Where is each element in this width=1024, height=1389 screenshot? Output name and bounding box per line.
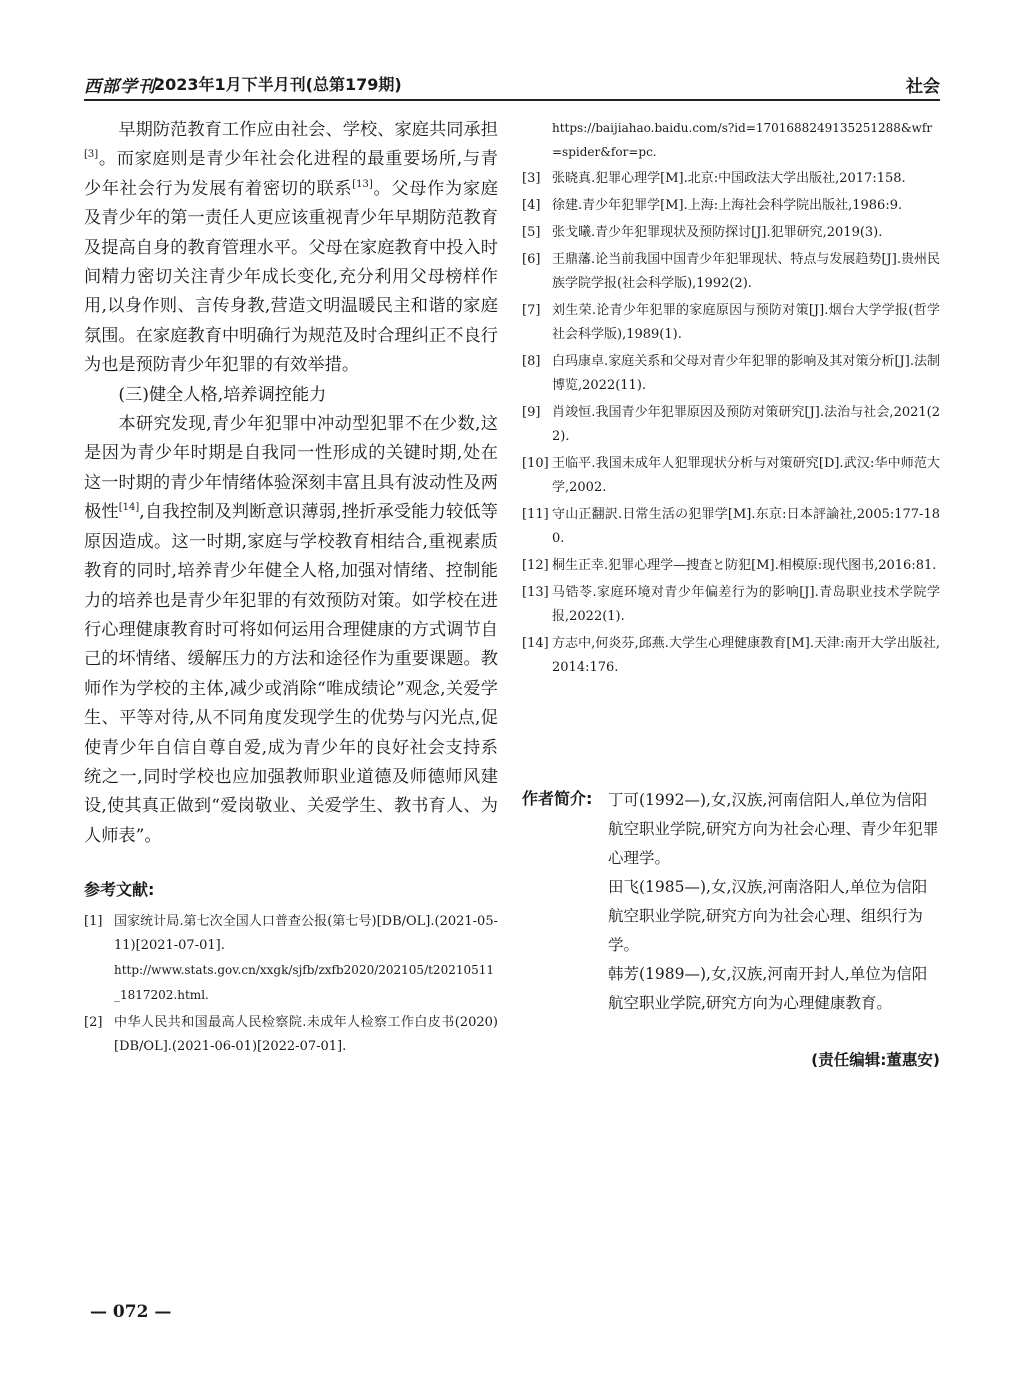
reference-item: [2] 中华人民共和国最高人民检察院.未成年人检察工作白皮书(2020)[DB/OL].(2021-06-01)[2022-07-01].: [84, 1015, 498, 1055]
reference-item: [5] 张戈曦.青少年犯罪现状及预防探讨[J].犯罪研究,2019(3).: [522, 225, 883, 240]
section-name: 社会: [906, 77, 940, 97]
citation[interactable]: [3]: [84, 149, 99, 161]
reference-item: [11] 守山正翻訳.日常生活の犯罪学[M].东京:日本評論社,2005:177-180.: [522, 507, 940, 546]
header-rule: [84, 99, 940, 101]
reference-item: [9] 肖竣恒.我国青少年犯罪原因及预防对策研究[J].法治与社会,2021(22).: [522, 405, 940, 444]
responsible-editor: (责任编辑:董惠安): [811, 1051, 940, 1069]
author-bio: 丁可(1992—),女,汉族,河南信阳人,单位为信阳航空职业学院,研究方向为社会心理、青少年犯罪心理学。: [608, 791, 939, 867]
reference-item: [1] 国家统计局.第七次全国人口普查公报(第七号)[DB/OL].(2021-05-11)[2021-07-01]. http://www.stats.gov.cn/xxgk/sjfb/zxfb2020/202105/t20210511_1817202.html.: [84, 914, 498, 1003]
citation[interactable]: [14]: [118, 502, 140, 514]
paragraph-personality: 本研究发现,青少年犯罪中冲动型犯罪不在少数,这是因为青少年时期是自我同一性形成的关键时期,处在这一时期的青少年情绪体验深刻丰富且具有波动性及两极性[14],自我控制及判断意识薄弱,挫折承受能力较低等原因造成。这一时期,家庭与学校教育相结合,重视素质教育的同时,培养青少年健全人格,加强对情绪、控制能力的培养也是青少年犯罪的有效预防对策。如学校在进行心理健康教育时可将如何运用合理健康的方式调节自己的坏情绪、缓解压力的方法和途径作为重要课题。教师作为学校的主体,减少或消除“唯成绩论”观念,关爱学生、平等对待,从不同角度发现学生的优势与闪光点,促使青少年自信自尊自爱,成为青少年的良好社会支持系统之一,同时学校也应加强教师职业道德及师德师风建设,使其真正做到“爱岗敬业、关爱学生、教书育人、为人师表”。: [84, 414, 498, 846]
reference-url[interactable]: https://baijiahao.baidu.com/s?id=1701688249135251288&wfr=spider&for=pc.: [552, 121, 933, 159]
references-heading: 参考文献:: [84, 880, 155, 900]
right-column: [522, 116, 940, 683]
reference-item: [13] 马锆苓.家庭环境对青少年偏差行为的影响[J].青岛职业技术学院学报,2022(1).: [522, 585, 940, 624]
reference-item: [8] 白玛康卓.家庭关系和父母对青少年犯罪的影响及其对策分析[J].法制博览,2022(11).: [522, 354, 940, 393]
issue-info: 2023年1月下半月刊(总第179期): [154, 75, 402, 94]
author-bio: 韩芳(1989—),女,汉族,河南开封人,单位为信阳航空职业学院,研究方向为心理健康教育。: [608, 965, 928, 1012]
journal-logo: 西部学刊: [84, 77, 156, 97]
reference-item: [14] 方志中,何炎芬,邱燕.大学生心理健康教育[M].天津:南开大学出版社,2014:176.: [522, 636, 940, 675]
citation[interactable]: [13]: [352, 178, 373, 190]
reference-item: [12] 桐生正幸.犯罪心理学—捜査と防犯[M].相模原:现代图书,2016:81.: [522, 558, 937, 573]
paragraph-family-education: 早期防范教育工作应由社会、学校、家庭共同承担[3]。而家庭则是青少年社会化进程的最重要场所,与青少年社会行为发展有着密切的联系[13]。父母作为家庭及青少年的第一责任人更应该重视青少年早期防范教育及提高自身的教育管理水平。父母在家庭教育中投入时间精力密切关注青少年成长变化,充分利用父母榜样作用,以身作则、言传身教,营造文明温暖民主和谐的家庭氛围。在家庭教育中明确行为规范及时合理纠正不良行为也是预防青少年犯罪的有效举措。: [84, 120, 498, 376]
author-bio: 田飞(1985—),女,汉族,河南洛阳人,单位为信阳航空职业学院,研究方向为社会心理、组织行为学。: [608, 878, 928, 954]
page-number: — 072 —: [90, 1302, 172, 1322]
reference-item: [10] 王临平.我国未成年人犯罪现状分析与对策研究[D].武汉:华中师范大学,2002.: [522, 456, 940, 495]
reference-item: [4] 徐建.青少年犯罪学[M].上海:上海社会科学院出版社,1986:9.: [522, 198, 903, 213]
author-info-label: 作者简介:: [522, 789, 593, 808]
reference-item: [6] 王鼎藩.论当前我国中国青少年犯罪现状、特点与发展趋势[J].贵州民族学院学报(社会科学版),1992(2).: [522, 252, 940, 291]
reference-item: [3] 张晓真.犯罪心理学[M].北京:中国政法大学出版社,2017:158.: [522, 171, 906, 186]
left-column: [84, 116, 498, 1062]
section-subheading: (三)健全人格,培养调控能力: [118, 384, 327, 405]
reference-item: [7] 刘生荣.论青少年犯罪的家庭原因与预防对策[J].烟台大学学报(哲学社会科学版),1989(1).: [522, 303, 940, 342]
author-info: [522, 786, 940, 1069]
reference-url[interactable]: http://www.stats.gov.cn/xxgk/sjfb/zxfb2020/202105/t20210511_1817202.html.: [114, 963, 495, 1003]
page-header: [84, 70, 940, 98]
